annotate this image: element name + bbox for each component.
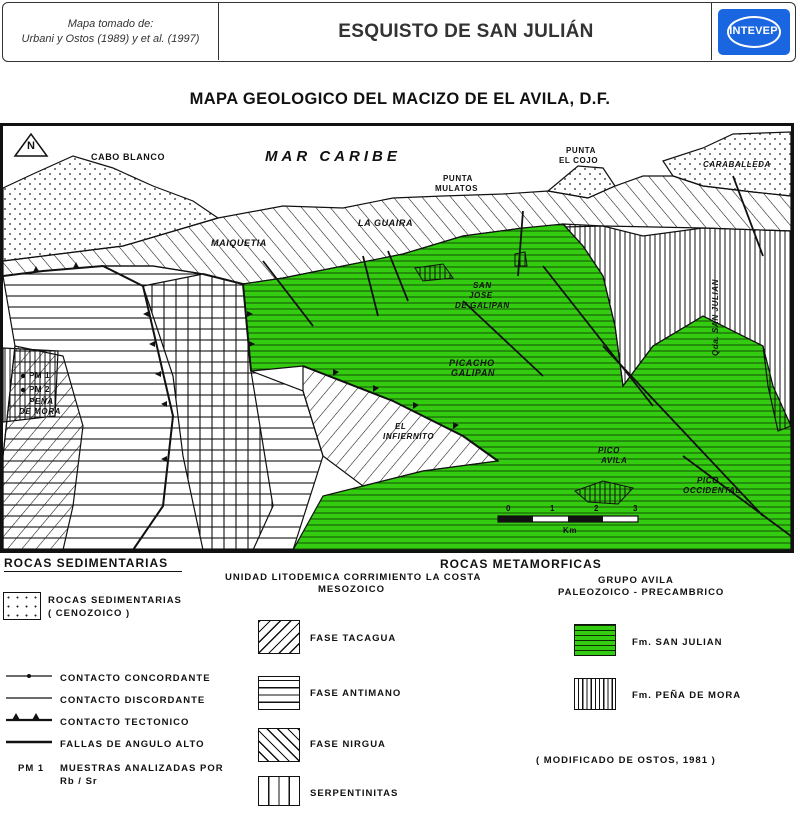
label-mar-caribe: MAR CARIBE	[265, 148, 401, 165]
label-punta-cojo-2: EL COJO	[559, 156, 599, 165]
legend-fm-pena-de-mora: Fm. PEÑA DE MORA	[632, 690, 742, 701]
legend-serpentinitas: SERPENTINITAS	[310, 788, 399, 799]
legend-unit-costa-age: MESOZOICO	[318, 584, 386, 595]
legend-grupo-avila-age: PALEOZOICO - PRECAMBRICO	[558, 587, 725, 598]
legend-swatch-pena-de-mora	[574, 678, 616, 710]
legend-samples-label: MUESTRAS ANALIZADAS POR	[60, 763, 224, 774]
sample-mark-pm1	[21, 374, 25, 378]
legend-heading-underline	[4, 571, 182, 572]
north-label: N	[27, 140, 36, 152]
label-punta-cojo-1: PUNTA	[566, 146, 596, 155]
header-bar	[2, 2, 796, 62]
map-title: MAPA GEOLOGICO DEL MACIZO DE EL AVILA, D.F.	[189, 90, 611, 108]
label-pico-occidental-1: PICO	[697, 476, 719, 485]
label-punta-mulatos-2: MULATOS	[435, 184, 479, 193]
page-title: ESQUISTO DE SAN JULIÁN	[338, 20, 594, 42]
legend-source-note: ( MODIFICADO DE OSTOS, 1981 )	[536, 755, 716, 766]
legend-sample-symbol: PM 1	[18, 763, 45, 774]
label-picacho-1: PICACHO	[449, 358, 495, 368]
label-picacho-2: GALIPAN	[451, 368, 496, 378]
legend-samples-method: Rb / Sr	[60, 776, 98, 787]
label-pico-occidental-2: OCCIDENTAL	[683, 486, 741, 495]
label-cabo-blanco: CABO BLANCO	[91, 152, 166, 162]
scale-bar	[498, 516, 638, 522]
legend-swatch-antimano	[258, 676, 300, 710]
legend-contact-concordant: CONTACTO CONCORDANTE	[60, 673, 211, 684]
label-san-jose-2: JOSE	[469, 291, 493, 300]
logo-text: INTEVEP	[729, 24, 778, 37]
label-pm2: PM 2	[29, 385, 51, 394]
label-infiernito-1: EL	[395, 422, 407, 431]
legend-contact-discordant: CONTACTO DISCORDANTE	[60, 695, 206, 706]
geologic-map	[0, 123, 794, 553]
label-pena-2: DE MORA	[19, 407, 61, 416]
legend-unit-costa: UNIDAD LITODEMICA CORRIMIENTO LA COSTA	[225, 572, 482, 583]
scale-tick-1: 1	[550, 504, 556, 513]
scale-tick-2: 2	[594, 504, 600, 513]
label-punta-mulatos-1: PUNTA	[443, 174, 473, 183]
legend-fm-san-julian: Fm. SAN JULIAN	[632, 637, 723, 648]
legend-fase-antimano: FASE ANTIMANO	[310, 688, 402, 699]
legend-sedimentary-age: ( CENOZOICO )	[48, 608, 131, 619]
legend-swatch-nirgua	[258, 728, 300, 762]
legend-sedimentary-label: ROCAS SEDIMENTARIAS	[48, 595, 182, 606]
logo-cell	[711, 3, 795, 60]
credit-line-1: Mapa tomado de:	[67, 17, 154, 30]
legend-metamorphic-heading: ROCAS METAMORFICAS	[440, 557, 602, 571]
credit-line-2: Urbani y Ostos (1989) y et al. (1997)	[21, 32, 200, 45]
legend-grupo-avila: GRUPO AVILA	[598, 575, 674, 586]
label-la-guaira: LA GUAIRA	[358, 218, 414, 228]
legend-contact-tectonic: CONTACTO TECTONICO	[60, 717, 190, 728]
legend-fase-nirgua: FASE NIRGUA	[310, 739, 386, 750]
scale-tick-0: 0	[506, 504, 512, 513]
label-maiquetia: MAIQUETIA	[211, 238, 267, 248]
sample-mark-pm2	[21, 388, 25, 392]
scale-tick-3: 3	[633, 504, 639, 513]
label-pm1: PM 1	[29, 371, 51, 380]
label-pena-1: PEÑA	[29, 397, 54, 406]
legend-line-symbols	[4, 672, 56, 752]
label-pico-avila-1: PICO	[598, 446, 620, 455]
legend-fase-tacagua: FASE TACAGUA	[310, 633, 397, 644]
label-pico-avila-2: AVILA	[601, 456, 628, 465]
legend-swatch-sedimentary	[3, 592, 41, 620]
scale-unit: Km	[563, 526, 578, 535]
legend-swatch-tacagua	[258, 620, 300, 654]
label-infiernito-2: INFIERNITO	[383, 432, 435, 441]
map-drawing	[3, 126, 791, 550]
label-qda-san-julian: Qda. SAN JULIAN	[711, 278, 720, 356]
legend-swatch-serpentinitas	[258, 776, 300, 806]
label-caraballeda: CARABALLEDA	[703, 160, 771, 169]
intevep-logo	[718, 9, 790, 55]
legend-swatch-san-julian	[574, 624, 616, 656]
legend-sedimentary-heading: ROCAS SEDIMENTARIAS	[4, 556, 169, 570]
pena-de-mora-islet-2	[515, 252, 527, 266]
legend-faults: FALLAS DE ANGULO ALTO	[60, 739, 205, 750]
source-credit	[3, 3, 219, 60]
label-san-jose-3: DE GALIPAN	[455, 301, 510, 310]
label-san-jose-1: SAN	[473, 281, 492, 290]
